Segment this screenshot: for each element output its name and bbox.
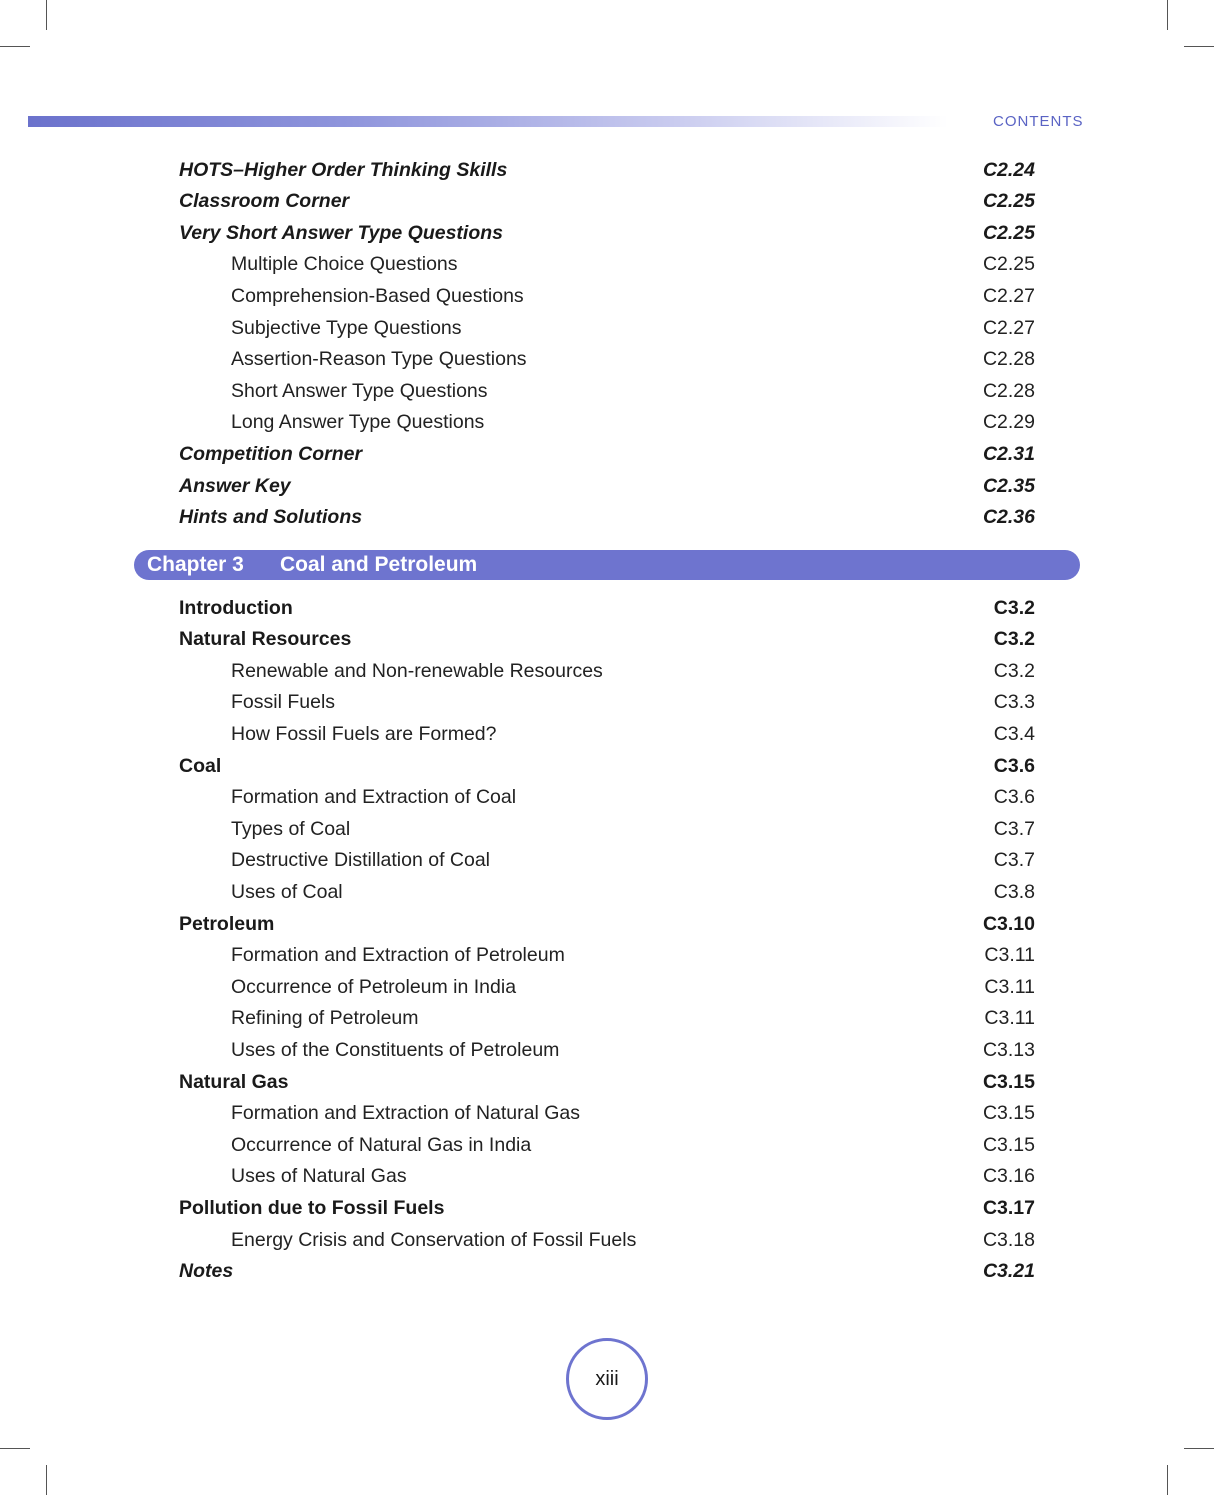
crop-mark — [1167, 0, 1168, 30]
toc-entry-page: C3.11 — [984, 944, 1035, 967]
toc-entry-title: How Fossil Fuels are Formed? — [231, 722, 497, 745]
toc-entry-page: C3.6 — [993, 786, 1035, 809]
toc-entry-title: Energy Crisis and Conservation of Fossil Fuels — [231, 1228, 637, 1251]
toc-entry-page: C3.11 — [984, 975, 1035, 998]
toc-entry-title: Uses of Coal — [231, 880, 343, 903]
toc-entry-title: Assertion-Reason Type Questions — [231, 348, 527, 371]
toc-entry-page: C2.25 — [982, 253, 1035, 276]
toc-entry-title: Pollution due to Fossil Fuels — [179, 1196, 445, 1219]
toc-entry[interactable] — [231, 250, 1035, 280]
crop-mark — [46, 1465, 47, 1495]
toc-entry-page: C3.4 — [993, 722, 1035, 745]
toc-entry[interactable] — [231, 408, 1035, 438]
toc-entry-title: Occurrence of Petroleum in India — [231, 975, 517, 998]
toc-entry[interactable] — [179, 503, 1035, 533]
toc-entry-title: Natural Gas — [179, 1070, 289, 1093]
crop-mark — [1167, 1465, 1168, 1495]
toc-entry-page: C3.7 — [993, 849, 1035, 872]
toc-entry-page: C3.8 — [993, 880, 1035, 903]
toc-entry-page: C2.24 — [982, 158, 1035, 181]
toc-entry[interactable] — [231, 941, 1035, 971]
chapter-title: Coal and Petroleum — [280, 553, 478, 576]
toc-entry-page: C3.6 — [993, 754, 1035, 777]
toc-entry[interactable] — [231, 1004, 1035, 1034]
toc-entry[interactable] — [231, 313, 1035, 343]
toc-entry[interactable] — [231, 1162, 1035, 1192]
toc-entry-title: Petroleum — [179, 912, 275, 935]
toc-entry-title: Long Answer Type Questions — [231, 411, 485, 434]
toc-entry-page: C3.13 — [982, 1038, 1035, 1061]
toc-entry-title: Formation and Extraction of Natural Gas — [231, 1102, 580, 1125]
toc-entry[interactable] — [231, 972, 1035, 1002]
toc-entry[interactable] — [231, 345, 1035, 375]
toc-entry-title: Natural Resources — [179, 628, 352, 651]
toc-entry[interactable] — [179, 218, 1035, 248]
toc-entry-title: Fossil Fuels — [231, 691, 336, 714]
toc-entry-page: C3.15 — [982, 1102, 1035, 1125]
toc-entry[interactable] — [231, 281, 1035, 311]
toc-entry-title: Comprehension-Based Questions — [231, 284, 524, 307]
toc-entry[interactable] — [179, 751, 1035, 781]
toc-entry[interactable] — [179, 187, 1035, 217]
toc-entry[interactable] — [231, 846, 1035, 876]
toc-entry[interactable] — [179, 155, 1035, 185]
toc-entry[interactable] — [231, 814, 1035, 844]
toc-entry-page: C3.2 — [993, 596, 1035, 619]
toc-entry-page: C2.31 — [982, 442, 1035, 465]
toc-entry[interactable] — [179, 593, 1035, 623]
toc-entry-title: Types of Coal — [231, 817, 351, 840]
toc-entry-page: C2.29 — [982, 411, 1035, 434]
toc-entry-title: Uses of the Constituents of Petroleum — [231, 1038, 560, 1061]
toc-entry[interactable] — [179, 471, 1035, 501]
running-header: CONTENTS — [993, 113, 1084, 130]
toc-entry-page: C2.35 — [982, 474, 1035, 497]
toc-entry-title: Refining of Petroleum — [231, 1007, 419, 1030]
toc-entry-title: Multiple Choice Questions — [231, 253, 458, 276]
toc-entry-title: Coal — [179, 754, 222, 777]
toc-entry-page: C2.28 — [982, 379, 1035, 402]
toc-entry-title: Formation and Extraction of Petroleum — [231, 944, 565, 967]
page-number: xiii — [595, 1367, 619, 1390]
toc-entry[interactable] — [231, 1099, 1035, 1129]
toc-entry-page: C2.25 — [982, 190, 1035, 213]
toc-entry-title: Destructive Distillation of Coal — [231, 849, 491, 872]
toc-entry-page: C2.27 — [982, 316, 1035, 339]
toc-entry[interactable] — [179, 1257, 1035, 1287]
toc-entry[interactable] — [179, 1067, 1035, 1097]
toc-entry-page: C3.10 — [982, 912, 1035, 935]
toc-entry-title: Subjective Type Questions — [231, 316, 462, 339]
toc-entry-title: Competition Corner — [179, 442, 363, 465]
crop-mark — [0, 46, 30, 47]
crop-mark — [1184, 1448, 1214, 1449]
header-gradient-bar — [28, 116, 948, 127]
toc-entry-title: Occurrence of Natural Gas in India — [231, 1133, 532, 1156]
toc-entry[interactable] — [231, 376, 1035, 406]
toc-entry-title: Answer Key — [179, 474, 291, 497]
toc-entry[interactable] — [231, 877, 1035, 907]
toc-entry[interactable] — [179, 625, 1035, 655]
toc-entry[interactable] — [179, 1193, 1035, 1223]
crop-mark — [46, 0, 47, 30]
toc-entry-page: C3.2 — [993, 659, 1035, 682]
toc-entry-page: C3.18 — [982, 1228, 1035, 1251]
toc-entry[interactable] — [231, 1035, 1035, 1065]
toc-entry[interactable] — [231, 783, 1035, 813]
toc-entry-title: Formation and Extraction of Coal — [231, 786, 517, 809]
page-number-badge — [566, 1338, 648, 1420]
toc-entry-title: HOTS–Higher Order Thinking Skills — [179, 158, 508, 181]
toc-entry-page: C3.16 — [982, 1165, 1035, 1188]
toc-entry-page: C3.11 — [984, 1007, 1035, 1030]
crop-mark — [1184, 46, 1214, 47]
toc-entry[interactable] — [179, 439, 1035, 469]
chapter-number: Chapter 3 — [147, 553, 244, 576]
toc-entry[interactable] — [179, 909, 1035, 939]
toc-entry-title: Introduction — [179, 596, 293, 619]
toc-entry-title: Very Short Answer Type Questions — [179, 221, 503, 244]
toc-entry-page: C2.36 — [982, 506, 1035, 529]
toc-entry[interactable] — [231, 656, 1035, 686]
toc-entry-page: C3.2 — [993, 628, 1035, 651]
toc-entry-title: Hints and Solutions — [179, 506, 363, 529]
toc-entry-page: C3.7 — [993, 817, 1035, 840]
chapter-heading-bar — [134, 550, 1080, 580]
toc-entry-page: C3.15 — [982, 1133, 1035, 1156]
toc-entry[interactable] — [231, 688, 1035, 718]
toc-entry[interactable] — [231, 1130, 1035, 1160]
toc-entry-page: C2.27 — [982, 284, 1035, 307]
toc-entry-page: C3.21 — [982, 1260, 1035, 1283]
toc-entry-title: Notes — [179, 1260, 234, 1283]
toc-entry[interactable] — [231, 1225, 1035, 1255]
toc-entry-page: C2.25 — [982, 221, 1035, 244]
toc-entry[interactable] — [231, 719, 1035, 749]
toc-entry-page: C2.28 — [982, 348, 1035, 371]
toc-entry-title: Short Answer Type Questions — [231, 379, 488, 402]
toc-entry-page: C3.3 — [993, 691, 1035, 714]
toc-entry-title: Uses of Natural Gas — [231, 1165, 407, 1188]
crop-mark — [0, 1448, 30, 1449]
toc-entry-page: C3.15 — [982, 1070, 1035, 1093]
toc-entry-title: Classroom Corner — [179, 190, 350, 213]
toc-entry-page: C3.17 — [982, 1196, 1035, 1219]
toc-entry-title: Renewable and Non-renewable Resources — [231, 659, 603, 682]
